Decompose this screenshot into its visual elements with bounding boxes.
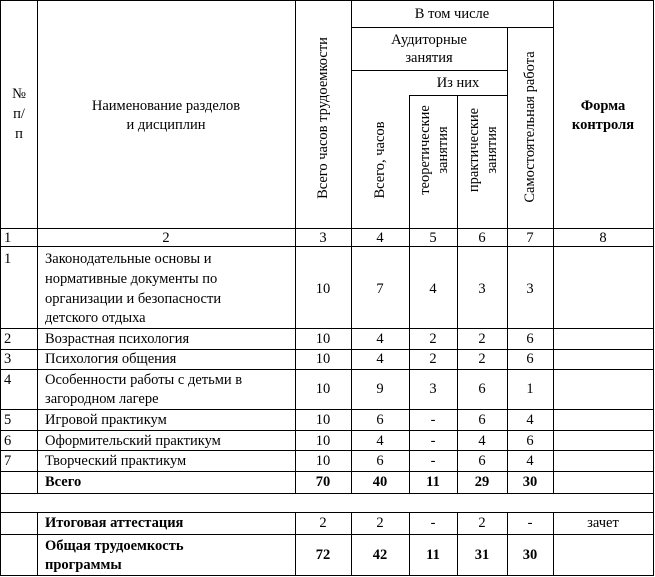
header-control-1: Форма [580,98,626,114]
row-2-name: Возрастная психология [45,331,190,347]
row-3-practice: 2 [478,351,486,367]
header-theoretical-1: теоретические [417,105,433,195]
attestation-row-theory: - [430,515,436,531]
row-5-practice: 6 [478,412,486,428]
row-1-practice: 3 [478,281,486,297]
row-5-theory: - [430,412,436,428]
program-row-name-1: Общая трудоемкость [45,538,184,554]
row-4-theory: 3 [429,381,437,397]
total-row-theory: 11 [426,474,440,490]
row-1-self: 3 [526,281,534,297]
row-4-total: 10 [315,381,331,397]
row-4-name-2: загородном лагере [45,391,159,407]
row-2-theory: 2 [429,331,437,347]
row-4-name-1: Особенности работы с детьми в [45,372,243,388]
row-7-num: 7 [4,453,12,469]
total-row-self: 30 [522,474,538,490]
program-row-total: 72 [315,547,331,563]
row-6-practice: 4 [478,433,486,449]
row-6-all: 4 [376,433,384,449]
program-row-name-2: программы [45,557,122,573]
total-row-all: 40 [372,474,388,490]
row-6-total: 10 [315,433,331,449]
row-1-all: 7 [376,281,384,297]
header-practical-1: практические [466,107,482,193]
header-all-hours: Всего, часов [372,121,388,199]
program-row-theory: 11 [426,547,440,563]
total-row-name: Всего [45,474,82,490]
row-3-theory: 2 [429,351,437,367]
row-1-theory: 4 [429,281,437,297]
attestation-row-self: - [527,515,533,531]
row-5-total: 10 [315,412,331,428]
row-1-name-1: Законодательные основы и [45,251,212,267]
row-2-self: 6 [526,331,534,347]
program-row-self: 30 [522,547,538,563]
row-3-self: 6 [526,351,534,367]
colnum-7: 7 [526,230,534,246]
row-2-total: 10 [315,331,331,347]
program-row-all: 42 [372,547,388,563]
colnum-4: 4 [376,230,384,246]
header-total-hours: Всего часов трудоемкости [315,37,331,199]
attestation-row-total: 2 [319,515,327,531]
header-including: В том числе [414,6,490,22]
header-self-work: Самостоятельная работа [522,51,538,203]
colnum-2: 2 [162,230,170,246]
header-num-3: п [15,126,23,142]
colnum-5: 5 [429,230,437,246]
row-1-name-2: нормативные документы по [45,271,218,287]
row-5-num: 5 [4,412,12,428]
colnum-1: 1 [4,230,12,246]
header-name-1: Наименование разделов [91,98,241,114]
total-row-practice: 29 [474,474,490,490]
row-7-all: 6 [376,453,384,469]
header-classroom-1: Аудиторные [391,32,467,48]
row-6-theory: - [430,433,436,449]
header-of-which: Из них [436,75,480,91]
row-4-all: 9 [376,381,384,397]
row-1-name-3: организации и безопасности [45,291,222,307]
row-4-self: 1 [526,381,534,397]
row-2-practice: 2 [478,331,486,347]
row-2-num: 2 [4,331,12,347]
header-num-2: п/ [13,106,25,122]
row-3-num: 3 [4,351,12,367]
row-7-name: Творческий практикум [45,453,187,469]
row-7-theory: - [430,453,436,469]
header-control-2: контроля [571,117,635,133]
row-4-practice: 6 [478,381,486,397]
row-7-total: 10 [315,453,331,469]
row-6-num: 6 [4,433,12,449]
row-3-total: 10 [315,351,331,367]
row-5-self: 4 [526,412,534,428]
attestation-row-name: Итоговая аттестация [45,515,184,531]
attestation-row-control: зачет [587,515,619,531]
colnum-6: 6 [478,230,486,246]
attestation-row-all: 2 [376,515,384,531]
header-num-1: № [12,86,26,102]
row-5-all: 6 [376,412,384,428]
row-3-name: Психология общения [45,351,177,367]
row-6-name: Оформительский практикум [45,433,221,449]
row-6-self: 6 [526,433,534,449]
row-1-total: 10 [315,281,331,297]
row-3-all: 4 [376,351,384,367]
row-1-name-4: детского отдыха [45,310,146,326]
header-theoretical-2: занятия [435,126,451,174]
row-7-self: 4 [526,453,534,469]
program-row-practice: 31 [474,547,490,563]
row-1-num: 1 [4,251,12,267]
row-2-all: 4 [376,331,384,347]
header-name-2: и дисциплин [126,117,206,133]
row-4-num: 4 [4,372,12,388]
row-7-practice: 6 [478,453,486,469]
row-5-name: Игровой практикум [45,412,167,428]
attestation-row-practice: 2 [478,515,486,531]
header-classroom-2: занятия [405,50,453,66]
colnum-8: 8 [599,230,607,246]
colnum-3: 3 [319,230,327,246]
total-row-total: 70 [315,474,331,490]
header-practical-2: занятия [484,126,500,174]
